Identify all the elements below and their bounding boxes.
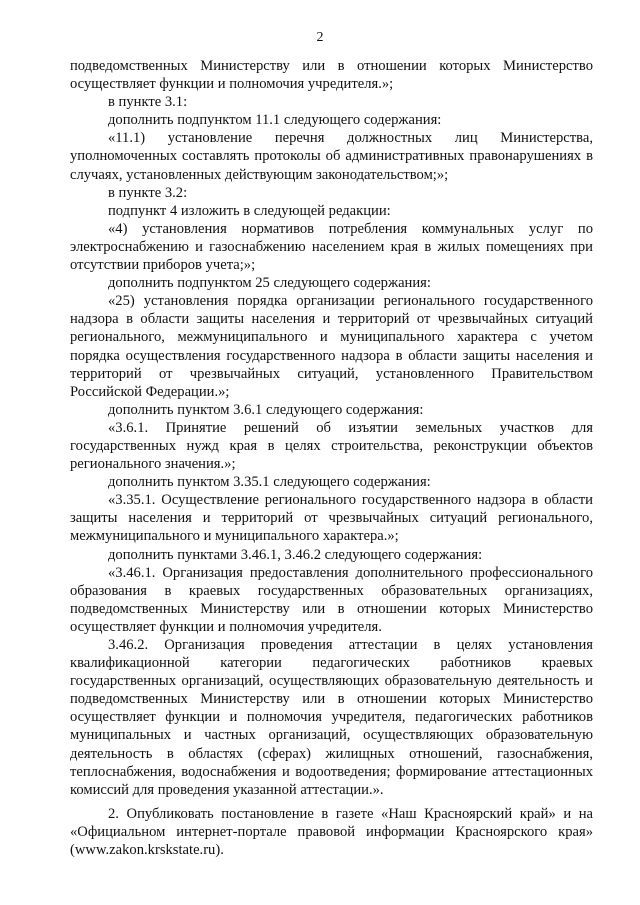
paragraph-text-11-1: «11.1) установление перечня должностных лиц Министерства, уполномоченных составлять протоколы об административных правонарушениях в случаях, установленных действующим законодательством;»; bbox=[70, 130, 593, 183]
paragraph-text-25: «25) установления порядка организации регионального государственного надзора в области защиты населения и территорий от чрезвычайных ситуаций регионального, межмуниципального и муниципального характера с учетом порядка осуществления государственного надзора в области защиты населения и территорий от чрезвычайных ситуаций, установленного Правительством Российской Федерации.»; bbox=[70, 293, 593, 400]
paragraph-publish: 2. Опубликовать постановление в газете «Наш Красноярский край» и на «Официальном интернет-портале правовой информации Красноярского края» (www.zakon.krskstate.ru). bbox=[70, 805, 593, 859]
paragraph-add-11-1: дополнить подпунктом 11.1 следующего содержания: bbox=[108, 112, 442, 129]
paragraph-text-3-6-1: «3.6.1. Принятие решений об изъятии земельных участков для государственных нужд края в целях строительства, реконструкции объектов регионального значения.»; bbox=[70, 419, 593, 473]
paragraph-add-3-46: дополнить пунктами 3.46.1, 3.46.2 следующего содержания: bbox=[108, 546, 483, 563]
paragraph-text-3-35-1: «3.35.1. Осуществление регионального государственного надзора в области защиты населения и территорий от чрезвычайных ситуаций регионального, межмуниципального и муниципального характера.»; bbox=[70, 492, 593, 545]
paragraph-continuation: подведомственных Министерству или в отношении которых Министерство осуществляет функции и полномочия учредителя.»; bbox=[70, 58, 593, 93]
document-body bbox=[70, 57, 593, 859]
paragraph-add-25: дополнить подпунктом 25 следующего содержания: bbox=[108, 275, 431, 292]
page-number: 2 bbox=[316, 30, 324, 45]
paragraph-item-3-2: в пункте 3.2: bbox=[108, 184, 188, 201]
paragraph-add-3-35-1: дополнить пунктом 3.35.1 следующего содержания: bbox=[108, 474, 431, 491]
paragraph-item-3-1: в пункте 3.1: bbox=[108, 94, 188, 111]
paragraph-text-3-46-1: «3.46.1. Организация предоставления дополнительного профессионального образования в краевых государственных образовательных организациях, подведомственных Министерству или в отношении которых Министерство осуществляет функции и полномочия учредителя. bbox=[70, 564, 593, 635]
paragraph-add-3-6-1: дополнить пунктом 3.6.1 следующего содержания: bbox=[108, 401, 424, 418]
paragraph-subitem-4: подпункт 4 изложить в следующей редакции: bbox=[108, 202, 391, 219]
paragraph-text-3-46-2: 3.46.2. Организация проведения аттестации в целях установления квалификационной категории педагогических работников краевых государственных организаций, осуществляющих образовательную деятельность и подведомственных Министерству или в отношении которых Министерство осуществляет функции и полномочия учредителя, педагогических работников муниципальных и частных организаций, осуществляющих образовательную деятельность в областях (сферах) жилищных отношений, газоснабжения, теплоснабжения, водоснабжения и водоотведения; формирование аттестационных комиссий для проведения указанной аттестации.». bbox=[70, 637, 593, 798]
paragraph-text-4: «4) установления нормативов потребления коммунальных услуг по электроснабжению и газоснабжению населением края в жилых помещениях при отсутствии приборов учета;»; bbox=[70, 220, 593, 274]
